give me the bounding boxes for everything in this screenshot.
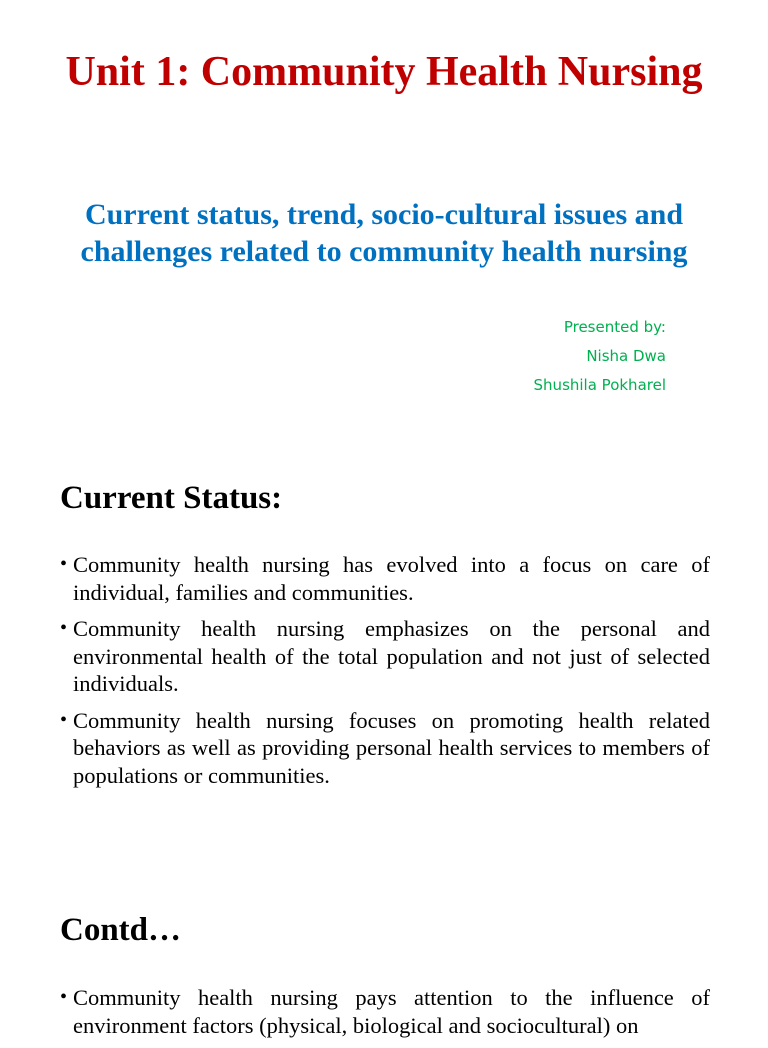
bullet-icon: • <box>60 617 68 639</box>
bullet-list <box>60 984 710 1048</box>
current-status-slide <box>0 440 768 872</box>
bullet-item <box>60 551 710 606</box>
bullet-item <box>60 984 710 1039</box>
bullet-list <box>60 551 710 798</box>
slide-title: Unit 1: Community Health Nursing <box>65 49 703 95</box>
bullet-icon: • <box>60 553 68 575</box>
bullet-item <box>60 615 710 698</box>
bullet-item <box>60 707 710 790</box>
slide-heading: Current Status: <box>60 480 283 516</box>
bullet-text: Community health nursing focuses on promoting health related behaviors as well as providing personal health services to members of populations or communities. <box>73 707 710 788</box>
bullet-text: Community health nursing pays attention to the influence of environment factors (physical, biological and sociocultural) on <box>73 985 710 1038</box>
title-slide <box>0 0 768 432</box>
bullet-icon: • <box>60 986 68 1008</box>
bullet-text: Community health nursing has evolved into a focus on care of individual, families and communities. <box>73 552 710 605</box>
contd-slide <box>0 880 768 1038</box>
bullet-text: Community health nursing emphasizes on the personal and environmental health of the total population and not just of selected individuals. <box>73 616 710 696</box>
presented-by-label: Presented by: <box>563 318 666 336</box>
slide-subtitle: Current status, trend, socio-cultural issues and challenges related to community health nursing <box>80 198 688 268</box>
presenter-name: Shushila Pokharel <box>533 376 666 394</box>
bullet-icon: • <box>60 708 68 731</box>
presenter-name: Nisha Dwa <box>586 347 666 365</box>
presenters-block <box>534 313 666 400</box>
slide-heading: Contd… <box>60 912 182 948</box>
